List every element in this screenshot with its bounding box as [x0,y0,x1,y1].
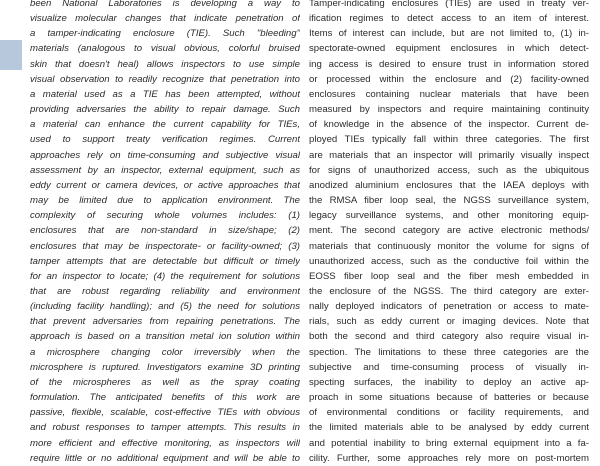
right-column-line: rials, such as eddy current or imaging devices. Note that [309,316,589,328]
right-column-line: both the second and third category also require visual in- [309,331,589,343]
right-column-line: the enclosure of the NGSS. The third category are exter- [309,285,589,297]
left-column-line: providing adversaries the ability to repair damage. Such [30,104,300,116]
left-column-line: formulation. The anticipated benefits of this work are [30,392,300,404]
right-column-line: spection. The limitations to these three categories are the [309,346,589,358]
left-column-line: visual observation to readily recognize that penetration into [30,73,300,85]
right-column-line: ployed TIEs typically fall within three categories. The first [309,134,589,146]
left-column-line: enclosures that are non-standard in size/shape; (2) [30,225,300,237]
left-column-line: tamper attempts that are detectable but difficult or timely [30,255,300,267]
right-column-line: of environmental conditions or facility requirements, and [309,407,589,419]
right-column-line: anodized aluminium enclosures that the IAEA deploys with [309,179,589,191]
body-text-column [309,0,589,466]
left-column-line: skin that doesn't heal) allows inspectors to use simple [30,58,300,70]
right-column-line: nally deployed indicators of penetration or access to mate- [309,301,589,313]
right-column-line: the limited materials able to be analysed by eddy current [309,422,589,434]
left-column-line: for an inspector to locate; (4) the requirement for solutions [30,270,300,282]
abstract-column-italic [30,0,300,466]
right-column-line: ment. The second category are active electronic methods/ [309,225,589,237]
right-column-line: proach in some situations because of batteries or because [309,392,589,404]
left-column-line: that are robust regarding reliability and environment [30,285,300,297]
right-column-line: subjective and time-consuming process of visually in- [309,361,589,373]
left-column-line: microsphere is ruptured. Investigators examine 3D printing [30,361,300,373]
right-column-line: of knowledge in the absence of the inspector. Current de- [309,119,589,131]
right-column-line: ing access is desired to ensure trust in information stored [309,58,589,70]
side-tab-marker [0,40,22,70]
left-column-line: a material used as a TIE has been attempted, without [30,88,300,100]
left-column-line: a material can enhance the current capability for TIEs, [30,119,300,131]
left-column-line: that prevent adversaries from repairing penetrations. The [30,316,300,328]
left-column-line: of the microspheres as well as the spray coating [30,376,300,388]
right-column-line: and potential inability to bring external equipment into a fa- [309,437,589,449]
right-column-line: for signs of unauthorized access, such as the ubiquitous [309,164,589,176]
right-column-line: specting surfaces, the inability to deploy an active ap- [309,376,589,388]
left-column-line: complexity of securing whole volumes includes: (1) [30,210,300,222]
left-column-line: may be limited due to application environment. The [30,195,300,207]
right-column-line: are materials that an inspector will primarily visually inspect [309,149,589,161]
left-column-line: materials (analogous to visual obvious, colorful bruised [30,43,300,55]
right-column-line: enclosures containing nuclear materials that have been [309,88,589,100]
left-column-line: visualize molecular changes that indicate penetration of [30,13,300,25]
right-column-line: the RMSA fiber loop seal, the NGSS surveillance system, [309,195,589,207]
left-column-line: a tamper-indicating enclosure (TIE). Such "bleeding" [30,28,300,40]
left-column-line: approaches rely on time-consuming and subjective visual [30,149,300,161]
right-column-line: unauthorized access, such as the conductive foil within the [309,255,589,267]
right-column-line: legacy surveillance systems, and other monitoring equip- [309,210,589,222]
right-column-line: materials that continuously monitor the volume for signs of [309,240,589,252]
left-column-line: been National Laboratories is developing a way to [30,0,300,9]
left-column-line: eddy current or camera devices, or active approaches that [30,179,300,191]
right-column-line: Tamper-indicating enclosures (TIEs) are used in treaty ver- [309,0,589,9]
right-column-line: measured by inspectors and require maintaining continuity [309,104,589,116]
right-column-line: ification regimes to detect access to an item of interest. [309,13,589,25]
right-column-line: spectorate-owned equipment enclosures in which detect- [309,43,589,55]
right-column-line: EOSS fiber loop seal and the fiber mesh embedded in [309,270,589,282]
left-column-line: assessment by an inspector, external equipment, such as [30,164,300,176]
left-column-line: a microsphere changing color irreversibly when the [30,346,300,358]
left-column-line: enclosures that may be inspectorate- or facility-owned; (3) [30,240,300,252]
left-column-line: (including facility handling); and (5) the need for solutions [30,301,300,313]
left-column-line: more efficient and effective monitoring, as inspectors will [30,437,300,449]
right-column-line: or processed within the enclosure and (2) facility-owned [309,73,589,85]
right-column-line: Items of interest can include, but are not limited to, (1) in- [309,28,589,40]
right-column-line: cility. Further, some approaches rely more on post-mortem [309,452,589,464]
left-column-line: and robust responses to tamper attempts. This results in [30,422,300,434]
left-column-line: passive, flexible, scalable, cost-effective TIEs with obvious [30,407,300,419]
left-column-line: used to support treaty verification regimes. Current [30,134,300,146]
left-column-line: approach is based on a transition metal ion solution within [30,331,300,343]
left-column-line: require little or no additional equipment and will be able to [30,452,300,464]
